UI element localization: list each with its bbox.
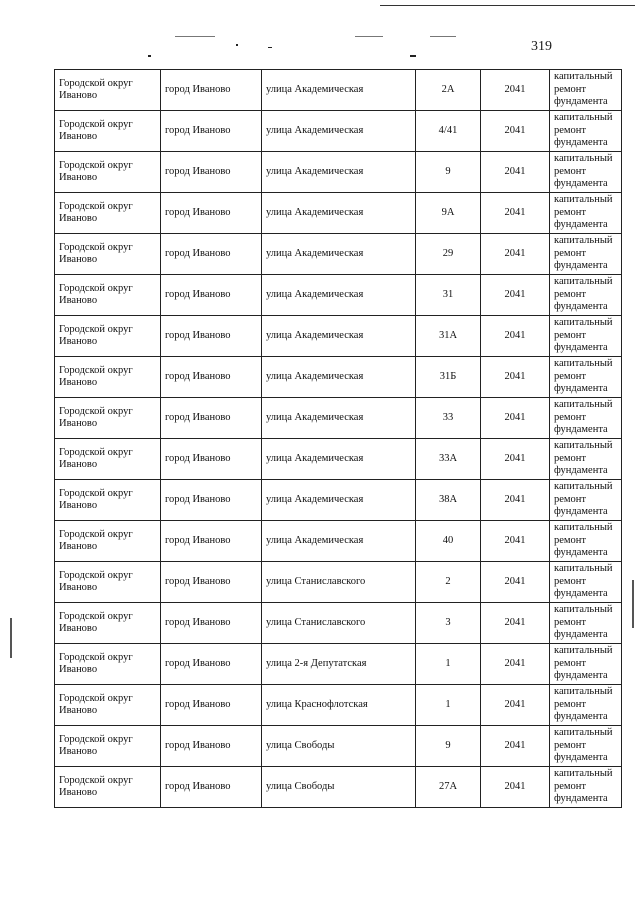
work-type-cell: капитальный ремонт фундамента (550, 398, 622, 439)
work-type-cell: капитальный ремонт фундамента (550, 275, 622, 316)
district-cell: Городской округ Иваново (55, 439, 161, 480)
table-row (55, 685, 622, 726)
street-cell: улица Станиславского (262, 603, 416, 644)
district-cell: Городской округ Иваново (55, 767, 161, 808)
street-cell: улица Академическая (262, 234, 416, 275)
table-row (55, 152, 622, 193)
year-cell: 2041 (481, 357, 550, 398)
work-type-cell: капитальный ремонт фундамента (550, 480, 622, 521)
district-cell: Городской округ Иваново (55, 275, 161, 316)
district-cell: Городской округ Иваново (55, 193, 161, 234)
city-cell: город Иваново (161, 234, 262, 275)
house-number-cell: 4/41 (416, 111, 481, 152)
house-number-cell: 27А (416, 767, 481, 808)
house-number-cell: 9А (416, 193, 481, 234)
street-cell: улица Свободы (262, 726, 416, 767)
work-type-cell: капитальный ремонт фундамента (550, 70, 622, 111)
table-row (55, 726, 622, 767)
scan-artifact-dot (148, 55, 151, 57)
house-number-cell: 31А (416, 316, 481, 357)
city-cell: город Иваново (161, 193, 262, 234)
city-cell: город Иваново (161, 603, 262, 644)
work-type-cell: капитальный ремонт фундамента (550, 193, 622, 234)
year-cell: 2041 (481, 726, 550, 767)
work-type-cell: капитальный ремонт фундамента (550, 644, 622, 685)
house-number-cell: 1 (416, 685, 481, 726)
house-number-cell: 29 (416, 234, 481, 275)
street-cell: улица Академическая (262, 521, 416, 562)
work-type-cell: капитальный ремонт фундамента (550, 603, 622, 644)
work-type-cell: капитальный ремонт фундамента (550, 521, 622, 562)
city-cell: город Иваново (161, 726, 262, 767)
house-number-cell: 9 (416, 152, 481, 193)
house-number-cell: 3 (416, 603, 481, 644)
table-row (55, 644, 622, 685)
table-row (55, 70, 622, 111)
address-table (54, 69, 622, 808)
work-type-cell: капитальный ремонт фундамента (550, 357, 622, 398)
work-type-cell: капитальный ремонт фундамента (550, 562, 622, 603)
table-row (55, 234, 622, 275)
year-cell: 2041 (481, 193, 550, 234)
city-cell: город Иваново (161, 70, 262, 111)
city-cell: город Иваново (161, 521, 262, 562)
scan-artifact-top-line (380, 5, 635, 6)
street-cell: улица Академическая (262, 111, 416, 152)
house-number-cell: 31 (416, 275, 481, 316)
year-cell: 2041 (481, 685, 550, 726)
street-cell: улица 2-я Депутатская (262, 644, 416, 685)
scan-artifact-line (175, 36, 215, 37)
year-cell: 2041 (481, 767, 550, 808)
street-cell: улица Академическая (262, 439, 416, 480)
street-cell: улица Краснофлотская (262, 685, 416, 726)
street-cell: улица Академическая (262, 70, 416, 111)
district-cell: Городской округ Иваново (55, 70, 161, 111)
district-cell: Городской округ Иваново (55, 357, 161, 398)
table-row (55, 521, 622, 562)
district-cell: Городской округ Иваново (55, 726, 161, 767)
table-row (55, 316, 622, 357)
work-type-cell: капитальный ремонт фундамента (550, 152, 622, 193)
year-cell: 2041 (481, 152, 550, 193)
house-number-cell: 31Б (416, 357, 481, 398)
scan-artifact-line (430, 36, 456, 37)
house-number-cell: 9 (416, 726, 481, 767)
house-number-cell: 1 (416, 644, 481, 685)
house-number-cell: 38А (416, 480, 481, 521)
district-cell: Городской округ Иваново (55, 111, 161, 152)
district-cell: Городской округ Иваново (55, 685, 161, 726)
street-cell: улица Академическая (262, 152, 416, 193)
scan-artifact-dot (268, 47, 272, 48)
street-cell: улица Академическая (262, 316, 416, 357)
work-type-cell: капитальный ремонт фундамента (550, 685, 622, 726)
city-cell: город Иваново (161, 316, 262, 357)
scan-artifact-line (355, 36, 383, 37)
district-cell: Городской округ Иваново (55, 562, 161, 603)
house-number-cell: 33 (416, 398, 481, 439)
street-cell: улица Свободы (262, 767, 416, 808)
district-cell: Городской округ Иваново (55, 152, 161, 193)
table-row (55, 767, 622, 808)
year-cell: 2041 (481, 521, 550, 562)
table-row (55, 357, 622, 398)
work-type-cell: капитальный ремонт фундамента (550, 316, 622, 357)
city-cell: город Иваново (161, 644, 262, 685)
table-row (55, 111, 622, 152)
house-number-cell: 2А (416, 70, 481, 111)
work-type-cell: капитальный ремонт фундамента (550, 767, 622, 808)
street-cell: улица Академическая (262, 480, 416, 521)
work-type-cell: капитальный ремонт фундамента (550, 234, 622, 275)
scan-artifact-left-edge-mark (10, 618, 12, 658)
table-row (55, 439, 622, 480)
city-cell: город Иваново (161, 152, 262, 193)
year-cell: 2041 (481, 562, 550, 603)
work-type-cell: капитальный ремонт фундамента (550, 726, 622, 767)
district-cell: Городской округ Иваново (55, 521, 161, 562)
city-cell: город Иваново (161, 480, 262, 521)
year-cell: 2041 (481, 644, 550, 685)
district-cell: Городской округ Иваново (55, 603, 161, 644)
year-cell: 2041 (481, 234, 550, 275)
street-cell: улица Академическая (262, 398, 416, 439)
year-cell: 2041 (481, 111, 550, 152)
scan-artifact-right-edge-mark (632, 580, 634, 628)
scan-artifact-dot (236, 44, 238, 46)
year-cell: 2041 (481, 70, 550, 111)
table-row (55, 275, 622, 316)
year-cell: 2041 (481, 439, 550, 480)
year-cell: 2041 (481, 480, 550, 521)
city-cell: город Иваново (161, 357, 262, 398)
city-cell: город Иваново (161, 685, 262, 726)
district-cell: Городской округ Иваново (55, 398, 161, 439)
table-row (55, 603, 622, 644)
city-cell: город Иваново (161, 398, 262, 439)
table-row (55, 398, 622, 439)
street-cell: улица Академическая (262, 193, 416, 234)
city-cell: город Иваново (161, 767, 262, 808)
year-cell: 2041 (481, 603, 550, 644)
street-cell: улица Академическая (262, 275, 416, 316)
page-number: 319 (531, 39, 552, 54)
table-row (55, 480, 622, 521)
year-cell: 2041 (481, 275, 550, 316)
house-number-cell: 2 (416, 562, 481, 603)
table-row (55, 193, 622, 234)
street-cell: улица Академическая (262, 357, 416, 398)
year-cell: 2041 (481, 316, 550, 357)
scan-artifact-dot (410, 55, 416, 57)
house-number-cell: 33А (416, 439, 481, 480)
year-cell: 2041 (481, 398, 550, 439)
district-cell: Городской округ Иваново (55, 234, 161, 275)
city-cell: город Иваново (161, 439, 262, 480)
city-cell: город Иваново (161, 275, 262, 316)
work-type-cell: капитальный ремонт фундамента (550, 439, 622, 480)
house-number-cell: 40 (416, 521, 481, 562)
street-cell: улица Станиславского (262, 562, 416, 603)
city-cell: город Иваново (161, 562, 262, 603)
address-table-body (55, 70, 622, 808)
work-type-cell: капитальный ремонт фундамента (550, 111, 622, 152)
district-cell: Городской округ Иваново (55, 644, 161, 685)
table-row (55, 562, 622, 603)
district-cell: Городской округ Иваново (55, 480, 161, 521)
city-cell: город Иваново (161, 111, 262, 152)
district-cell: Городской округ Иваново (55, 316, 161, 357)
